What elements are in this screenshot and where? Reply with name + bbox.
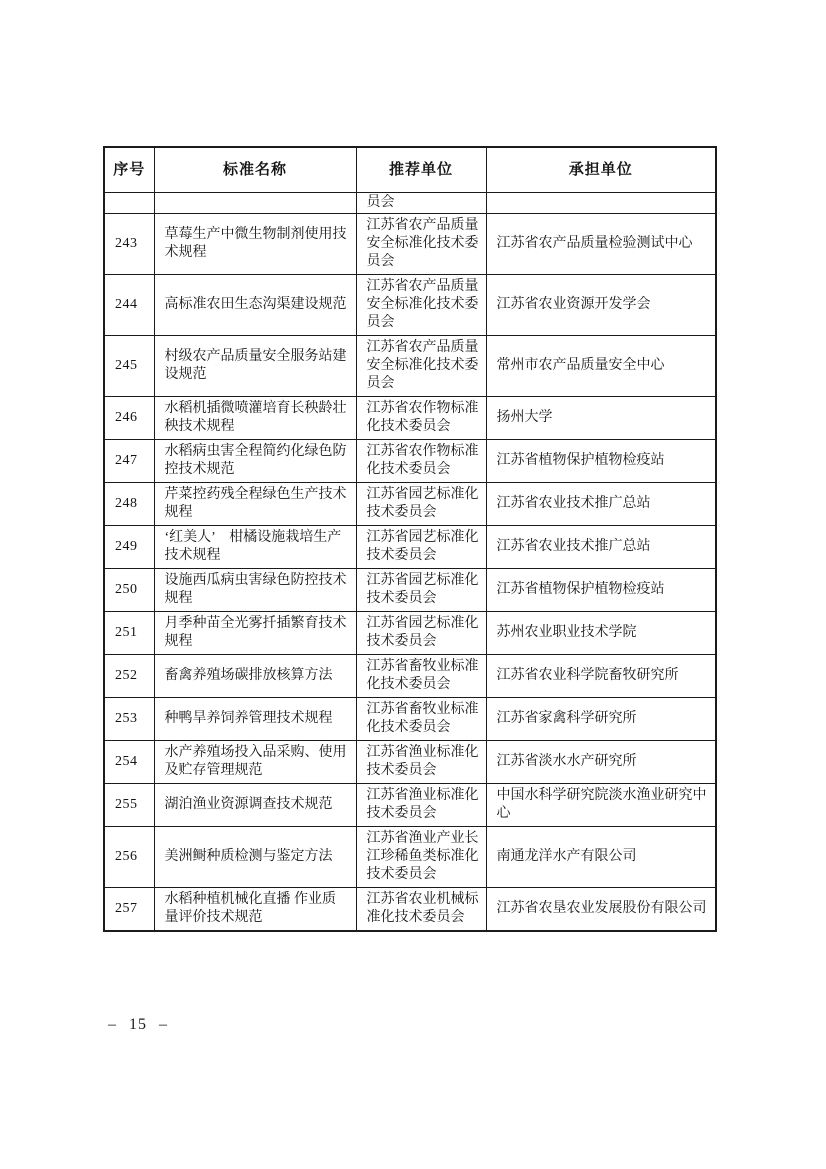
cell-undertaking-unit: 南通龙洋水产有限公司: [486, 827, 716, 888]
cell-standard-name: 种鸭旱养饲养管理技术规程: [154, 698, 356, 741]
cell-recommending-unit: 江苏省畜牧业标准化技术委员会: [356, 655, 486, 698]
table-row: [104, 827, 716, 888]
cell-serial-number: 251: [104, 612, 154, 655]
table-row: [104, 612, 716, 655]
header-recommending-unit: 推荐单位: [356, 147, 486, 193]
cell-serial-number: 248: [104, 483, 154, 526]
cell-undertaking-unit: 江苏省农业资源开发学会: [486, 275, 716, 336]
table-row: [104, 440, 716, 483]
cell-standard-name: 水产养殖场投入品采购、使用及贮存管理规范: [154, 741, 356, 784]
cell-serial-number: 246: [104, 397, 154, 440]
cell-recommending-unit: 江苏省农作物标准化技术委员会: [356, 397, 486, 440]
cell-serial-number: 256: [104, 827, 154, 888]
cell-serial-number: 250: [104, 569, 154, 612]
standards-table: [103, 146, 717, 932]
cell-undertaking-unit: 江苏省农业技术推广总站: [486, 483, 716, 526]
table-row: [104, 698, 716, 741]
table-row: [104, 655, 716, 698]
cell-undertaking-unit: [486, 193, 716, 214]
table-row: [104, 888, 716, 932]
cell-undertaking-unit: 中国水科学研究院淡水渔业研究中心: [486, 784, 716, 827]
cell-serial-number: 253: [104, 698, 154, 741]
header-serial-number: 序号: [104, 147, 154, 193]
table-row: [104, 397, 716, 440]
cell-recommending-unit: 江苏省园艺标准化技术委员会: [356, 612, 486, 655]
cell-standard-name: 水稻种植机械化直播 作业质量评价技术规范: [154, 888, 356, 932]
cell-standard-name: [154, 193, 356, 214]
cell-recommending-unit: 江苏省渔业产业长江珍稀鱼类标准化技术委员会: [356, 827, 486, 888]
cell-undertaking-unit: 苏州农业职业技术学院: [486, 612, 716, 655]
cell-undertaking-unit: 江苏省农业技术推广总站: [486, 526, 716, 569]
table-row: [104, 214, 716, 275]
cell-recommending-unit: 江苏省园艺标准化技术委员会: [356, 569, 486, 612]
cell-recommending-unit: 江苏省园艺标准化技术委员会: [356, 483, 486, 526]
cell-standard-name: 高标准农田生态沟渠建设规范: [154, 275, 356, 336]
cell-serial-number: 245: [104, 336, 154, 397]
cell-undertaking-unit: 扬州大学: [486, 397, 716, 440]
cell-standard-name: 水稻机插微喷灌培育长秧龄壮秧技术规程: [154, 397, 356, 440]
cell-undertaking-unit: 江苏省淡水水产研究所: [486, 741, 716, 784]
cell-standard-name: 村级农产品质量安全服务站建设规范: [154, 336, 356, 397]
standards-table-body: [104, 193, 716, 932]
cell-undertaking-unit: 常州市农产品质量安全中心: [486, 336, 716, 397]
cell-recommending-unit: 江苏省农业机械标准化技术委员会: [356, 888, 486, 932]
header-standard-name: 标准名称: [154, 147, 356, 193]
header-row: [104, 147, 716, 193]
cell-recommending-unit: 江苏省农产品质量安全标准化技术委员会: [356, 275, 486, 336]
cell-serial-number: 255: [104, 784, 154, 827]
cell-recommending-unit: 江苏省农产品质量安全标准化技术委员会: [356, 214, 486, 275]
cell-serial-number: [104, 193, 154, 214]
cell-undertaking-unit: 江苏省农垦农业发展股份有限公司: [486, 888, 716, 932]
cell-undertaking-unit: 江苏省植物保护植物检疫站: [486, 569, 716, 612]
table-row: [104, 569, 716, 612]
cell-recommending-unit: 江苏省渔业标准化技术委员会: [356, 784, 486, 827]
table-row: [104, 526, 716, 569]
table-row: [104, 741, 716, 784]
table-row: [104, 336, 716, 397]
cell-standard-name: 水稻病虫害全程简约化绿色防控技术规范: [154, 440, 356, 483]
cell-undertaking-unit: 江苏省植物保护植物检疫站: [486, 440, 716, 483]
cell-undertaking-unit: 江苏省家禽科学研究所: [486, 698, 716, 741]
cell-standard-name: 湖泊渔业资源调查技术规范: [154, 784, 356, 827]
standards-table-head: [104, 147, 716, 193]
table-row: [104, 275, 716, 336]
cell-recommending-unit: 员会: [356, 193, 486, 214]
table-row: [104, 784, 716, 827]
cell-standard-name: 设施西瓜病虫害绿色防控技术规程: [154, 569, 356, 612]
page-number: – 15 –: [108, 1016, 168, 1033]
cell-undertaking-unit: 江苏省农业科学院畜牧研究所: [486, 655, 716, 698]
cell-recommending-unit: 江苏省畜牧业标准化技术委员会: [356, 698, 486, 741]
cell-recommending-unit: 江苏省园艺标准化技术委员会: [356, 526, 486, 569]
cell-standard-name: 美洲鲥种质检测与鉴定方法: [154, 827, 356, 888]
cell-serial-number: 247: [104, 440, 154, 483]
cell-standard-name: 芹菜控药残全程绿色生产技术规程: [154, 483, 356, 526]
cell-standard-name: 畜禽养殖场碳排放核算方法: [154, 655, 356, 698]
cell-standard-name: 月季种苗全光雾扦插繁育技术规程: [154, 612, 356, 655]
carryover-row: [104, 193, 716, 214]
cell-standard-name: ‘红美人’ 柑橘设施栽培生产技术规程: [154, 526, 356, 569]
cell-recommending-unit: 江苏省农作物标准化技术委员会: [356, 440, 486, 483]
cell-serial-number: 244: [104, 275, 154, 336]
header-undertaking-unit: 承担单位: [486, 147, 716, 193]
cell-standard-name: 草莓生产中微生物制剂使用技术规程: [154, 214, 356, 275]
cell-serial-number: 254: [104, 741, 154, 784]
cell-serial-number: 243: [104, 214, 154, 275]
table-row: [104, 483, 716, 526]
cell-undertaking-unit: 江苏省农产品质量检验测试中心: [486, 214, 716, 275]
cell-serial-number: 257: [104, 888, 154, 932]
cell-recommending-unit: 江苏省农产品质量安全标准化技术委员会: [356, 336, 486, 397]
standards-table-container: [103, 146, 717, 932]
cell-recommending-unit: 江苏省渔业标准化技术委员会: [356, 741, 486, 784]
cell-serial-number: 249: [104, 526, 154, 569]
cell-serial-number: 252: [104, 655, 154, 698]
